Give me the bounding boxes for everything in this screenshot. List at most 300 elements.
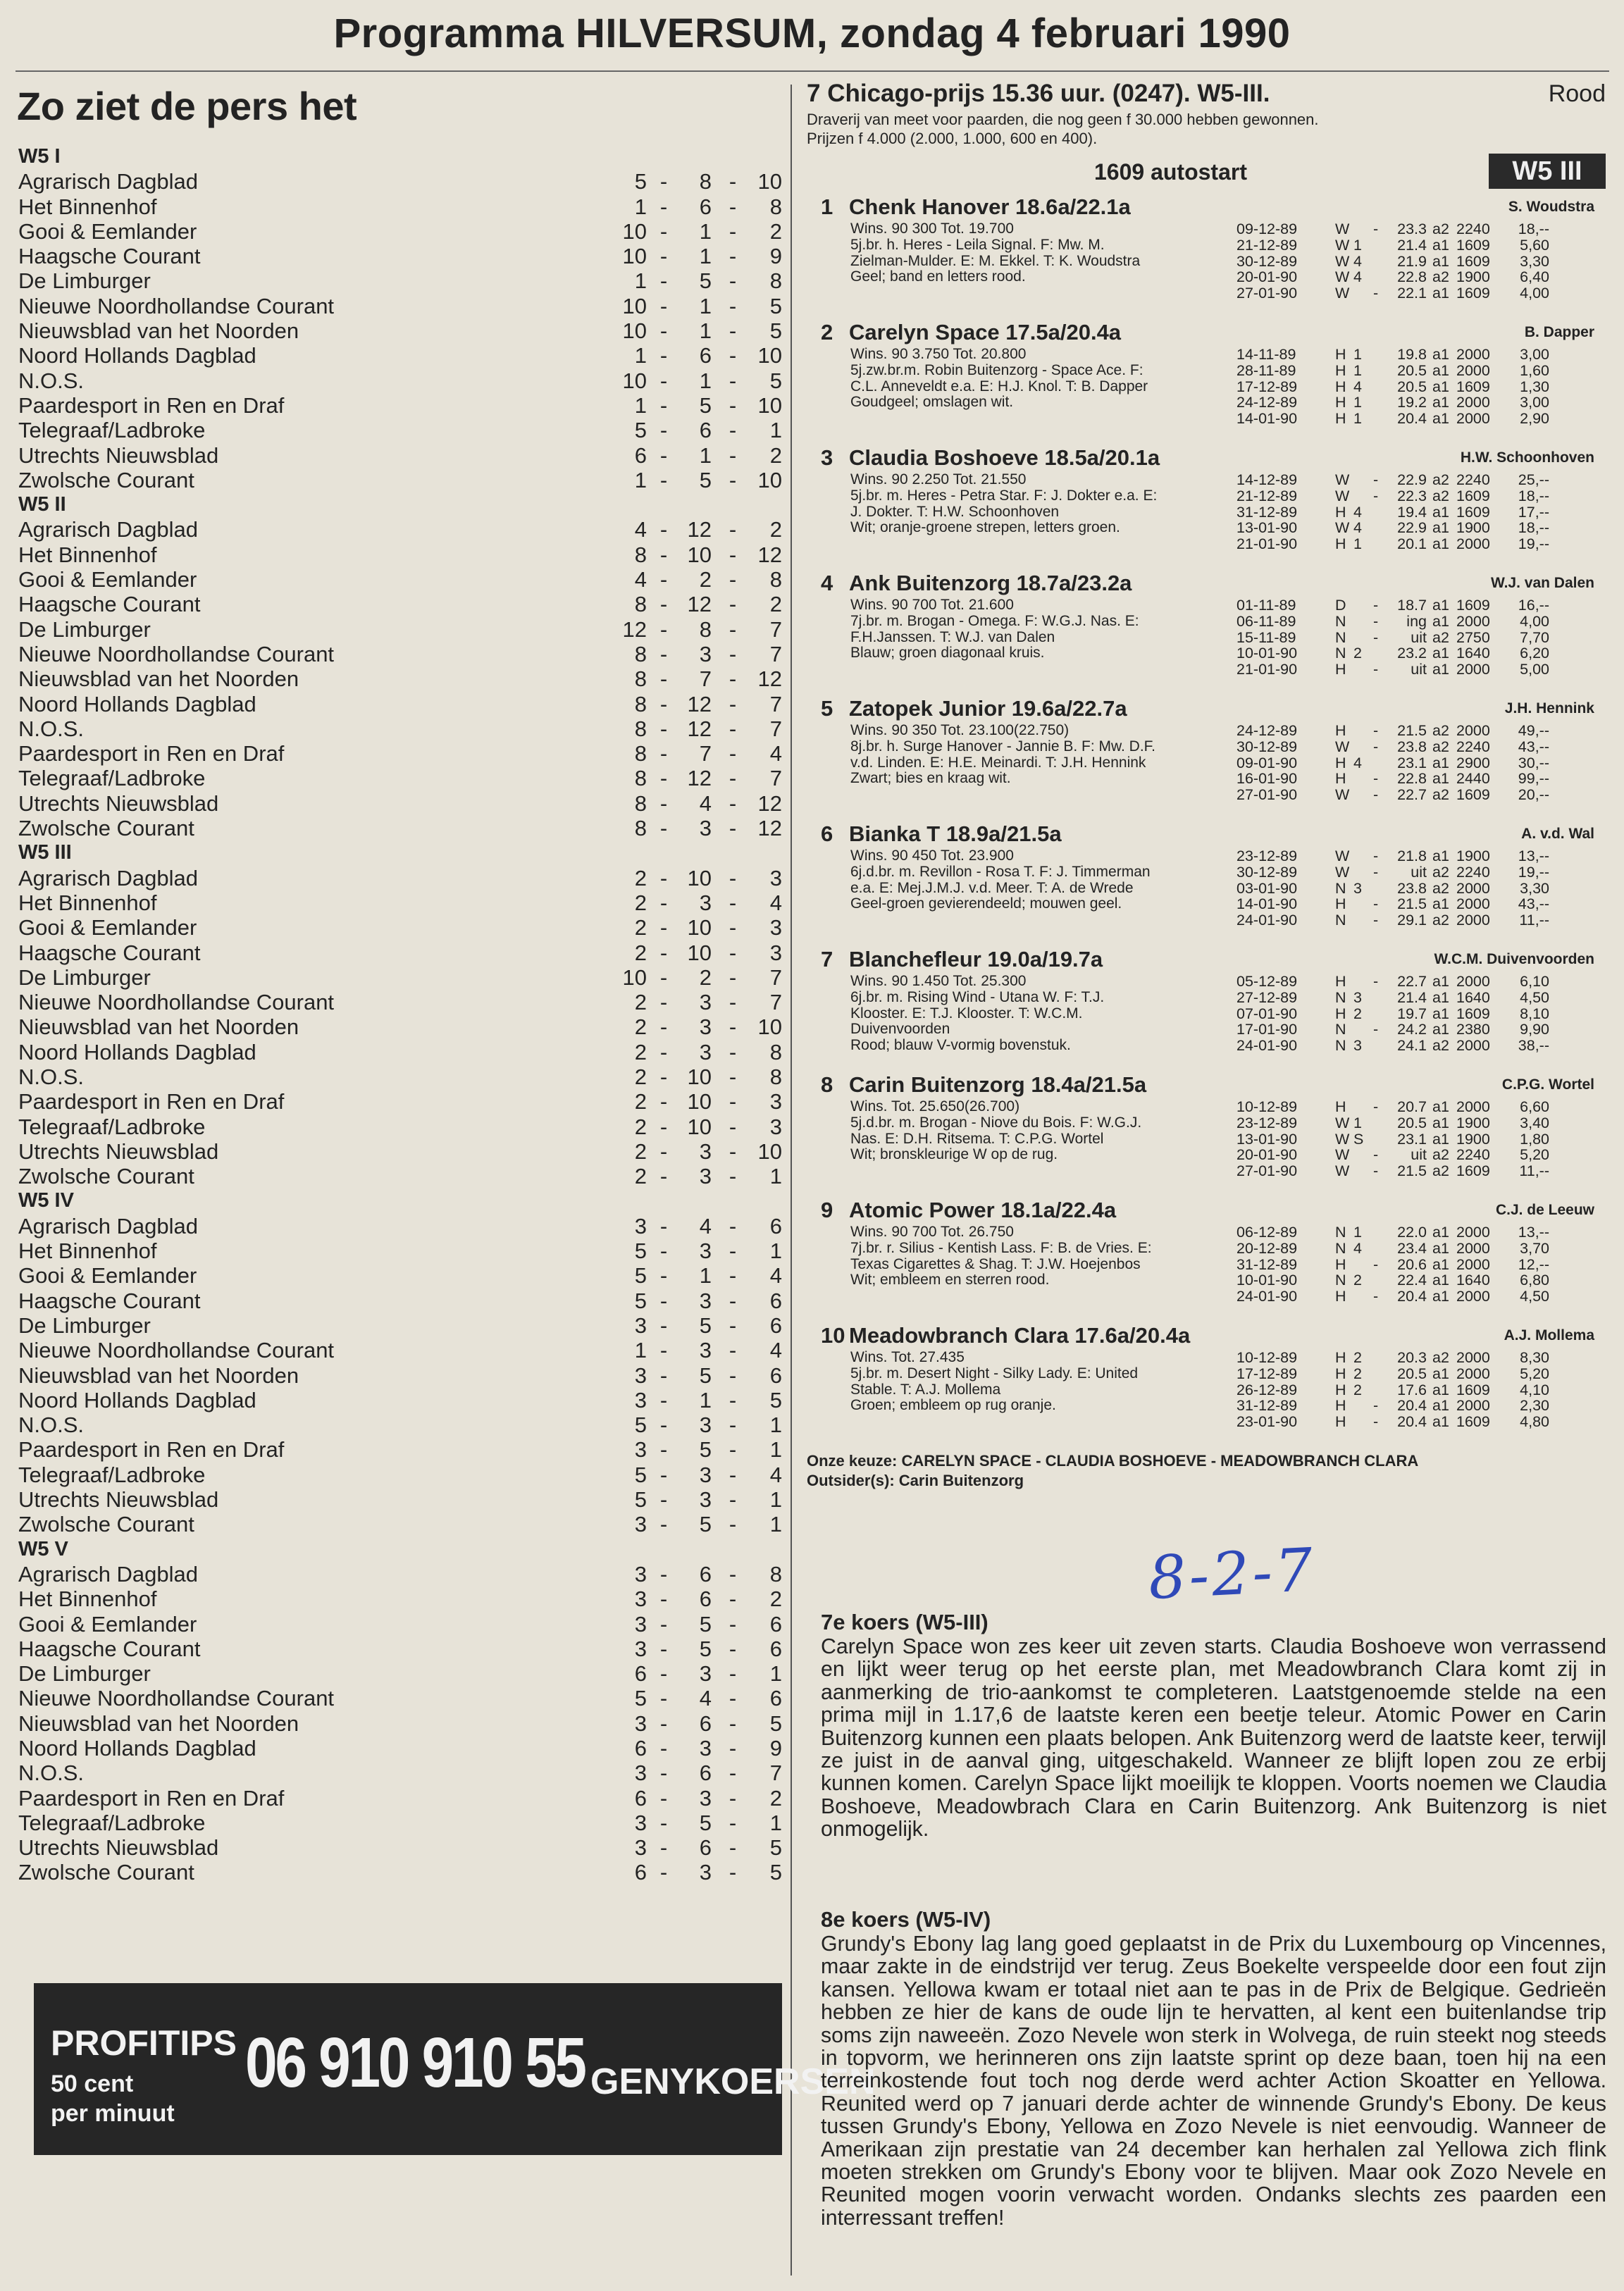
- pick-separator: -: [729, 244, 737, 269]
- form-date: 13-01-90: [1236, 519, 1298, 537]
- form-track: W: [1335, 519, 1350, 537]
- horse-info-line: Texas Cigarettes & Shag. T: J.W. Hoejenbos: [850, 1255, 1141, 1272]
- newspaper-name: N.O.S.: [18, 1761, 85, 1786]
- pick-separator: -: [729, 1785, 737, 1811]
- newspaper-name: De Limburger: [18, 1312, 151, 1338]
- form-date: 24-01-90: [1236, 912, 1298, 929]
- form-table: [1236, 347, 1610, 427]
- form-odds: 2,90: [1520, 410, 1549, 428]
- form-dash: -: [1373, 1397, 1379, 1415]
- newspaper-name: N.O.S.: [18, 368, 85, 393]
- newspaper-name: De Limburger: [18, 268, 151, 294]
- form-row: [1236, 1350, 1610, 1366]
- form-distance: 2240: [1456, 221, 1490, 237]
- form-distance: 2000: [1456, 1288, 1490, 1305]
- horse-name: Claudia Boshoeve 18.5a/20.1a: [849, 445, 1160, 470]
- form-odds: 4,10: [1520, 1381, 1549, 1398]
- form-track: N: [1335, 912, 1346, 929]
- form-start: a1: [1432, 973, 1449, 990]
- handwritten-note: 8-2-7: [1146, 1534, 1318, 1613]
- form-time: 23.4: [1397, 1239, 1427, 1257]
- pick-second: 1: [699, 1263, 712, 1289]
- pick-separator: -: [659, 1213, 668, 1238]
- pick-second: 8: [699, 616, 712, 642]
- race-conditions: Draverij van meet voor paarden, die nog geen f 30.000 hebben gewonnen.: [807, 111, 1319, 128]
- trainer-name: W.C.M. Duivenvoorden: [1434, 951, 1594, 967]
- form-start: a1: [1432, 361, 1449, 379]
- form-row: [1236, 1224, 1610, 1241]
- pick-first: 8: [634, 542, 647, 567]
- pick-separator: -: [659, 1711, 668, 1736]
- form-dash: -: [1373, 1162, 1379, 1180]
- horse-info-line: F.H.Janssen. T: W.J. van Dalen: [850, 628, 1055, 645]
- pick-separator: -: [659, 1138, 668, 1164]
- form-time: 22.8: [1397, 770, 1427, 788]
- form-start: a2: [1432, 471, 1449, 488]
- pick-third: 1: [769, 1487, 782, 1513]
- form-track: H: [1335, 361, 1346, 379]
- pick-third: 7: [769, 990, 782, 1015]
- press-row: [16, 666, 780, 691]
- pick-separator: -: [729, 741, 737, 766]
- top-rule: [16, 70, 1609, 72]
- horse-info-line: 8j.br. h. Surge Hanover - Jannie B. F: Mw. D.F.: [850, 738, 1156, 755]
- horse-info-line: Wins. 90 700 Tot. 26.750: [850, 1224, 1014, 1240]
- pick-second: 12: [687, 766, 712, 791]
- pick-third: 5: [769, 368, 782, 393]
- press-row: [16, 766, 780, 790]
- pick-separator: -: [729, 368, 737, 393]
- pick-separator: -: [659, 816, 668, 841]
- press-group: [16, 144, 780, 492]
- form-odds: 12,--: [1518, 1255, 1549, 1273]
- pick-separator: -: [659, 616, 668, 642]
- newspaper-name: Utrechts Nieuwsblad: [18, 442, 219, 468]
- form-row: [1236, 1038, 1610, 1054]
- form-row: [1236, 1131, 1610, 1148]
- form-dash: -: [1373, 612, 1379, 630]
- pick-first: 2: [634, 1089, 647, 1115]
- pick-separator: -: [659, 1611, 668, 1637]
- press-row: [16, 1835, 780, 1860]
- ad-price: 50 cent: [51, 2070, 134, 2097]
- form-distance: 2240: [1456, 863, 1490, 881]
- pick-second: 1: [699, 244, 712, 269]
- form-odds: 18,--: [1518, 487, 1549, 504]
- pick-second: 1: [699, 293, 712, 318]
- horse-details: [807, 597, 1610, 695]
- form-track: W: [1335, 471, 1350, 488]
- pick-first: 8: [634, 741, 647, 766]
- newspaper-name: Agrarisch Dagblad: [18, 1213, 199, 1238]
- form-place: S: [1353, 1130, 1364, 1148]
- our-choice: Onze keuze: CARELYN SPACE - CLAUDIA BOSHOEVE - MEADOWBRANCH CLARA: [807, 1452, 1419, 1470]
- press-row: [16, 642, 780, 666]
- press-row: [16, 741, 780, 766]
- pick-first: 3: [634, 1437, 647, 1463]
- pick-second: 1: [699, 218, 712, 244]
- press-row: [16, 617, 780, 642]
- pick-separator: -: [729, 542, 737, 567]
- press-row: [16, 318, 780, 343]
- press-row: [16, 1040, 780, 1064]
- press-row: [16, 1711, 780, 1736]
- form-start: a2: [1432, 722, 1449, 739]
- pick-first: 2: [634, 915, 647, 940]
- form-start: a1: [1432, 236, 1449, 254]
- form-place: 4: [1353, 268, 1362, 286]
- form-row: [1236, 912, 1610, 929]
- pick-separator: -: [659, 691, 668, 716]
- form-distance: 1609: [1456, 1005, 1490, 1022]
- pick-separator: -: [729, 517, 737, 542]
- newspaper-name: Telegraaf/Ladbroke: [18, 1114, 206, 1139]
- press-row: [16, 816, 780, 840]
- press-row: [16, 1637, 780, 1661]
- form-odds: 3,00: [1520, 394, 1549, 411]
- form-track: H: [1335, 535, 1346, 553]
- form-table: [1236, 597, 1610, 678]
- pick-separator: -: [659, 1362, 668, 1388]
- form-track: H: [1335, 1005, 1346, 1022]
- pick-second: 6: [699, 343, 712, 368]
- pick-separator: -: [729, 1512, 737, 1537]
- form-date: 21-01-90: [1236, 661, 1298, 678]
- form-odds: 30,--: [1518, 754, 1549, 771]
- pick-first: 4: [634, 567, 647, 592]
- form-dash: -: [1373, 912, 1379, 929]
- form-distance: 2000: [1456, 1397, 1490, 1415]
- press-row: [16, 268, 780, 293]
- form-track: H: [1335, 1397, 1346, 1415]
- pick-third: 9: [769, 244, 782, 269]
- pick-separator: -: [729, 1860, 737, 1885]
- newspaper-name: Nieuwsblad van het Noorden: [18, 1362, 299, 1388]
- pick-second: 10: [687, 1064, 712, 1089]
- form-odds: 11,--: [1519, 912, 1549, 929]
- newspaper-name: Gooi & Eemlander: [18, 218, 197, 244]
- form-track: H: [1335, 410, 1346, 428]
- pick-separator: -: [659, 1810, 668, 1835]
- newspaper-name: Zwolsche Courant: [18, 1164, 194, 1189]
- form-odds: 5,20: [1520, 1365, 1549, 1382]
- form-row: [1236, 1382, 1610, 1398]
- form-place: 2: [1353, 1349, 1362, 1366]
- press-row: [16, 1014, 780, 1039]
- pick-third: 7: [769, 691, 782, 716]
- form-date: 10-01-90: [1236, 645, 1298, 662]
- form-date: 03-01-90: [1236, 879, 1298, 897]
- form-date: 14-12-89: [1236, 471, 1298, 488]
- form-place: 2: [1353, 1005, 1362, 1022]
- pick-separator: -: [729, 567, 737, 592]
- pick-third: 5: [769, 1860, 782, 1885]
- pick-first: 10: [622, 318, 647, 344]
- pick-third: 12: [757, 542, 782, 567]
- horse-details: [807, 1099, 1610, 1196]
- form-place: 1: [1353, 1224, 1362, 1241]
- form-place: 2: [1353, 1365, 1362, 1382]
- form-date: 27-12-89: [1236, 988, 1298, 1006]
- form-row: [1236, 520, 1610, 536]
- form-track: W: [1335, 252, 1350, 270]
- form-distance: 2000: [1456, 912, 1490, 929]
- pick-separator: -: [659, 1164, 668, 1189]
- form-odds: 25,--: [1518, 471, 1549, 488]
- form-start: a2: [1432, 628, 1449, 646]
- pick-third: 10: [757, 1014, 782, 1040]
- form-dash: -: [1373, 895, 1379, 913]
- form-start: a2: [1432, 786, 1449, 804]
- newspaper-name: Haagsche Courant: [18, 592, 201, 617]
- horse-info-line: Wins. 90 350 Tot. 23.100(22.750): [850, 722, 1070, 738]
- pick-second: 10: [687, 1089, 712, 1115]
- horse-header: [807, 1196, 1610, 1224]
- pick-third: 7: [769, 766, 782, 791]
- horse-info-line: Zielman-Mulder. E: M. Ekkel. T: K. Woudstra: [850, 252, 1141, 269]
- pick-separator: -: [659, 1636, 668, 1661]
- pick-separator: -: [659, 1014, 668, 1040]
- form-start: a1: [1432, 1130, 1449, 1148]
- pick-first: 2: [634, 865, 647, 890]
- pick-separator: -: [729, 1437, 737, 1463]
- form-time: 22.4: [1397, 1272, 1427, 1289]
- form-table: [1236, 1224, 1610, 1305]
- press-row: [16, 1238, 780, 1263]
- pick-second: 3: [699, 890, 712, 915]
- form-date: 20-01-90: [1236, 1146, 1298, 1164]
- pick-second: 6: [699, 1561, 712, 1587]
- press-row: [16, 1811, 780, 1835]
- form-distance: 1609: [1456, 1162, 1490, 1180]
- form-distance: 2000: [1456, 973, 1490, 990]
- form-distance: 2000: [1456, 346, 1490, 363]
- horse-info-line: Wins. 90 1.450 Tot. 25.300: [850, 973, 1027, 989]
- form-date: 07-01-90: [1236, 1005, 1298, 1022]
- press-row: [16, 990, 780, 1014]
- pick-second: 3: [699, 1039, 712, 1064]
- horse-info-line: Blauw; groen diagonaal kruis.: [850, 645, 1045, 662]
- pick-third: 3: [769, 915, 782, 940]
- horse-info-line: 7j.br. r. Silius - Kentish Lass. F: B. de Vries. E:: [850, 1239, 1152, 1256]
- press-row: [16, 791, 780, 816]
- press-row: [16, 368, 780, 393]
- press-row: [16, 393, 780, 418]
- form-time: uit: [1411, 661, 1427, 678]
- form-date: 21-12-89: [1236, 236, 1298, 254]
- pick-separator: -: [729, 990, 737, 1015]
- newspaper-name: Agrarisch Dagblad: [18, 517, 199, 542]
- pick-separator: -: [659, 1387, 668, 1413]
- form-dash: -: [1373, 597, 1379, 614]
- pick-first: 10: [622, 244, 647, 269]
- horse-name: Carin Buitenzorg 18.4a/21.5a: [849, 1072, 1147, 1097]
- pick-first: 5: [634, 1686, 647, 1711]
- pick-separator: -: [729, 1238, 737, 1264]
- pick-first: 1: [634, 392, 647, 418]
- newspaper-name: Gooi & Eemlander: [18, 915, 197, 940]
- pick-separator: -: [659, 1487, 668, 1513]
- pick-separator: -: [659, 1860, 668, 1885]
- horse-info-line: 6j.br. m. Rising Wind - Utana W. F: T.J.: [850, 988, 1105, 1005]
- pick-separator: -: [729, 666, 737, 692]
- form-distance: 1609: [1456, 597, 1490, 614]
- form-row: [1236, 630, 1610, 646]
- outsiders: Outsider(s): Carin Buitenzorg: [807, 1472, 1024, 1489]
- horse-info-line: Stable. T: A.J. Mollema: [850, 1381, 1001, 1398]
- pick-separator: -: [729, 1039, 737, 1064]
- form-row: [1236, 755, 1610, 771]
- form-time: 20.3: [1397, 1349, 1427, 1366]
- newspaper-name: Agrarisch Dagblad: [18, 1561, 199, 1587]
- newspaper-name: Agrarisch Dagblad: [18, 169, 199, 194]
- newspaper-name: Noord Hollands Dagblad: [18, 1736, 256, 1761]
- pick-separator: -: [729, 1611, 737, 1637]
- pick-second: 3: [699, 641, 712, 666]
- horse-name: Chenk Hanover 18.6a/22.1a: [849, 194, 1131, 219]
- form-date: 06-11-89: [1236, 612, 1296, 630]
- pick-separator: -: [659, 915, 668, 940]
- press-row: [16, 1363, 780, 1388]
- pick-separator: -: [659, 716, 668, 741]
- column-divider: [791, 85, 792, 2276]
- horse-number: 2: [821, 320, 833, 344]
- pick-first: 1: [634, 467, 647, 492]
- form-distance: 2000: [1456, 1037, 1490, 1055]
- form-row: [1236, 1289, 1610, 1305]
- press-predictions: [16, 83, 780, 1885]
- pick-separator: -: [659, 766, 668, 791]
- form-time: 19.2: [1397, 394, 1427, 411]
- pick-separator: -: [659, 1413, 668, 1438]
- form-odds: 3,00: [1520, 346, 1549, 363]
- horse-details: [807, 347, 1610, 444]
- form-date: 14-01-90: [1236, 410, 1298, 428]
- newspaper-name: N.O.S.: [18, 716, 85, 741]
- form-row: [1236, 1398, 1610, 1414]
- form-track: H: [1335, 1255, 1346, 1273]
- pick-first: 3: [634, 1512, 647, 1537]
- pick-third: 2: [769, 517, 782, 542]
- form-date: 23-12-89: [1236, 848, 1298, 864]
- press-row: [16, 219, 780, 244]
- press-row: [16, 1661, 780, 1686]
- form-table: [1236, 472, 1610, 552]
- form-time: 20.1: [1397, 535, 1427, 553]
- newspaper-name: Nieuwe Noordhollandse Courant: [18, 990, 335, 1015]
- form-row: [1236, 1006, 1610, 1022]
- form-row: [1236, 597, 1610, 614]
- form-distance: 1609: [1456, 487, 1490, 504]
- form-table: [1236, 974, 1610, 1054]
- form-odds: 11,--: [1519, 1162, 1549, 1180]
- trainer-name: S. Woudstra: [1508, 199, 1594, 215]
- horse-info-line: e.a. E: Mej.J.M.J. v.d. Meer. T: A. de Wrede: [850, 879, 1134, 896]
- form-row: [1236, 221, 1610, 237]
- pick-second: 5: [699, 1611, 712, 1637]
- pick-second: 10: [687, 1114, 712, 1139]
- horse-number: 1: [821, 194, 833, 219]
- race-program: [807, 77, 1610, 1491]
- form-distance: 2000: [1456, 535, 1490, 553]
- press-row: [16, 1263, 780, 1288]
- newspaper-name: Utrechts Nieuwsblad: [18, 1487, 219, 1513]
- ad-phone-number: 06 910 910 55: [245, 2023, 585, 2102]
- form-date: 14-01-90: [1236, 895, 1298, 913]
- newspaper-name: Noord Hollands Dagblad: [18, 1387, 256, 1413]
- ad-brand: GENYKOERSEN: [590, 2061, 876, 2102]
- trainer-name: A.J. Mollema: [1504, 1327, 1594, 1343]
- pick-separator: -: [659, 741, 668, 766]
- form-odds: 6,60: [1520, 1098, 1549, 1115]
- form-track: N: [1335, 879, 1346, 897]
- pick-first: 8: [634, 766, 647, 791]
- pick-second: 3: [699, 1487, 712, 1513]
- pick-separator: -: [729, 169, 737, 194]
- pick-third: 1: [769, 1512, 782, 1537]
- form-date: 31-12-89: [1236, 1397, 1298, 1415]
- pick-second: 2: [699, 567, 712, 592]
- form-time: uit: [1411, 628, 1427, 646]
- pick-second: 10: [687, 865, 712, 890]
- form-distance: 2440: [1456, 770, 1490, 788]
- pick-second: 2: [699, 964, 712, 990]
- form-distance: 1900: [1456, 268, 1490, 286]
- newspaper-name: Telegraaf/Ladbroke: [18, 418, 206, 443]
- pick-separator: -: [729, 616, 737, 642]
- pick-third: 1: [769, 1437, 782, 1463]
- form-odds: 1,80: [1520, 1130, 1549, 1148]
- pick-separator: -: [729, 1810, 737, 1835]
- horse-number: 10: [821, 1323, 845, 1348]
- trainer-name: C.J. de Leeuw: [1495, 1202, 1594, 1218]
- form-track: H: [1335, 1288, 1346, 1305]
- press-group-label: W5 III: [18, 841, 72, 864]
- pick-first: 3: [634, 1810, 647, 1835]
- form-row: [1236, 990, 1610, 1006]
- form-date: 30-12-89: [1236, 252, 1298, 270]
- form-start: a2: [1432, 1349, 1449, 1366]
- pick-first: 10: [622, 964, 647, 990]
- form-time: 21.5: [1397, 895, 1427, 913]
- horse-details: [807, 472, 1610, 569]
- form-track: H: [1335, 661, 1346, 678]
- pick-separator: -: [659, 666, 668, 692]
- pick-third: 8: [769, 194, 782, 219]
- form-track: H: [1335, 973, 1346, 990]
- form-date: 30-12-89: [1236, 863, 1298, 881]
- pick-separator: -: [729, 194, 737, 219]
- pick-separator: -: [729, 1288, 737, 1313]
- pick-first: 3: [634, 1611, 647, 1637]
- horse-info-line: J. Dokter. T: H.W. Schoonhoven: [850, 503, 1060, 520]
- form-row: [1236, 1272, 1610, 1289]
- form-odds: 7,70: [1520, 628, 1549, 646]
- form-distance: 2000: [1456, 879, 1490, 897]
- form-date: 23-01-90: [1236, 1413, 1298, 1431]
- form-row: [1236, 395, 1610, 411]
- pick-second: 5: [699, 1437, 712, 1463]
- form-time: 22.8: [1397, 268, 1427, 286]
- horse-header: [807, 945, 1610, 974]
- form-place: 3: [1353, 1037, 1362, 1055]
- pick-separator: -: [729, 1263, 737, 1289]
- press-group: [16, 1188, 780, 1536]
- pick-separator: -: [729, 1089, 737, 1115]
- form-time: 19.4: [1397, 503, 1427, 521]
- pick-second: 3: [699, 1413, 712, 1438]
- form-distance: 2750: [1456, 628, 1490, 646]
